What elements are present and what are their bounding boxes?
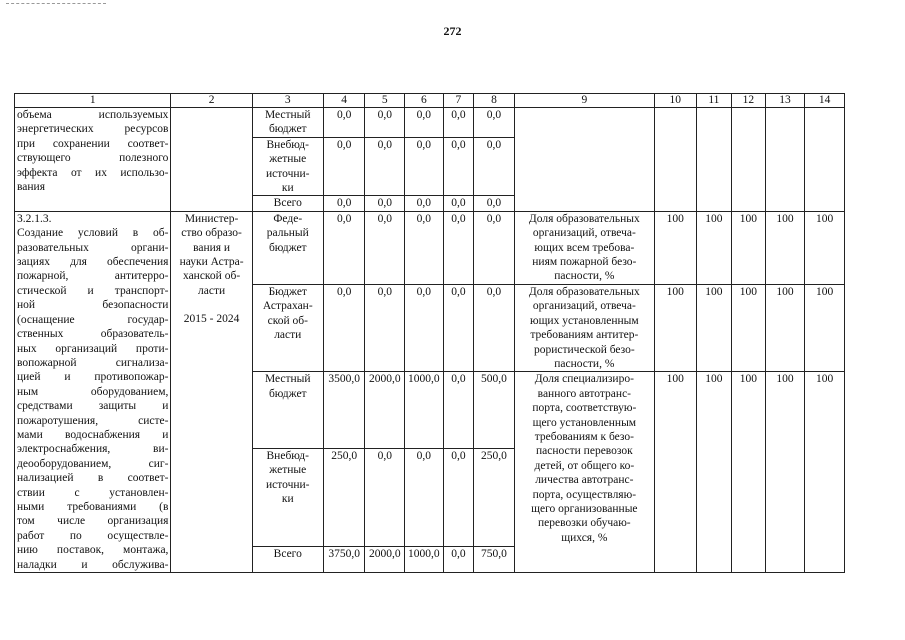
activity-line: том числе организация: [17, 515, 169, 528]
indicator-line: ниям пожарной безо-: [532, 256, 637, 269]
column-number: 6: [405, 94, 444, 108]
indicator-line: порта, соответствую-: [532, 402, 637, 415]
column-number: 10: [654, 94, 696, 108]
column-number: 8: [474, 94, 515, 108]
value-cell: 0,0: [443, 137, 473, 196]
value-cell: 0,0: [443, 196, 473, 211]
column-number: 4: [323, 94, 365, 108]
value-cell: 0,0: [365, 211, 405, 284]
indicator-line: Доля образовательных: [528, 212, 640, 225]
value-cell: 0,0: [405, 137, 444, 196]
target-cell: 100: [732, 372, 766, 573]
column-number: 1: [15, 94, 171, 108]
target-cell: 100: [732, 284, 766, 371]
indicator-line: порта, осуществляю-: [532, 488, 637, 501]
implementation-period: 2015 - 2024: [183, 313, 240, 326]
value-cell: 0,0: [405, 108, 444, 138]
target-cell: [696, 108, 732, 212]
value-cell: 0,0: [365, 449, 405, 547]
value-cell: 3500,0: [323, 372, 365, 449]
activity-number: 3.2.1.3.: [17, 212, 52, 225]
value-cell: 0,0: [443, 108, 473, 138]
activity-line: нализацией в соответ-: [17, 472, 169, 485]
activity-line: разовательных органи-: [17, 241, 169, 254]
source-line: ки: [281, 182, 294, 195]
activity-line: зациях для обеспечения: [17, 256, 169, 269]
value-cell: 500,0: [474, 372, 515, 449]
value-cell: 0,0: [323, 211, 365, 284]
value-cell: 0,0: [365, 196, 405, 211]
indicator-cell: [514, 211, 654, 284]
value-cell: 0,0: [323, 108, 365, 138]
source-line: источни-: [266, 167, 310, 180]
activity-line: нию поставок, монтажа,: [17, 544, 169, 557]
indicator-line: детей, от общего ко-: [534, 459, 635, 472]
indicator-line: личества автотранс-: [535, 474, 634, 487]
column-number-row: [15, 94, 845, 108]
column-number: 11: [696, 94, 732, 108]
indicator-line: щего организованные: [531, 502, 638, 515]
indicator-line: ющих всем требова-: [534, 241, 635, 254]
target-cell: [732, 108, 766, 212]
indicator-line: рористической безо-: [533, 343, 635, 356]
value-cell: 0,0: [365, 108, 405, 138]
column-number: 12: [732, 94, 766, 108]
indicator-line: требованиям антитер-: [530, 329, 639, 342]
table-row: [15, 108, 845, 138]
source-line: жетные: [269, 464, 307, 477]
activity-line: деооборудованием, сиг-: [17, 457, 169, 470]
target-cell: [805, 108, 845, 212]
table-row: [15, 211, 845, 284]
column-number: 9: [514, 94, 654, 108]
activity-line: работ по осуществле-: [17, 529, 169, 542]
indicator-line: щихся, %: [561, 531, 608, 544]
value-cell: 0,0: [443, 449, 473, 547]
source-line: Внебюд-: [266, 138, 309, 151]
activity-line: объема используемых: [17, 109, 169, 121]
activity-line: Создание условий в об-: [17, 227, 169, 240]
target-cell: [654, 108, 696, 212]
activity-line: цией и противопожар-: [17, 371, 169, 384]
executor-line: ханской об-: [182, 270, 241, 283]
value-cell: 0,0: [405, 211, 444, 284]
value-cell: 0,0: [443, 211, 473, 284]
target-cell: 100: [654, 284, 696, 371]
activity-line: вопожарной сигнализа-: [17, 356, 169, 369]
value-cell: 750,0: [474, 547, 515, 573]
value-cell: 0,0: [443, 547, 473, 573]
value-cell: 0,0: [474, 284, 515, 371]
value-cell: 1000,0: [405, 372, 444, 449]
source-line: ральный: [266, 227, 309, 240]
value-cell: 0,0: [405, 449, 444, 547]
target-cell: 100: [654, 372, 696, 573]
page-number: 272: [443, 24, 462, 38]
executor-line: Министер-: [184, 212, 239, 225]
value-cell: 250,0: [323, 449, 365, 547]
funding-source-cell: [252, 137, 323, 196]
source-line: Местный: [264, 109, 311, 121]
indicator-line: перевозки обучаю-: [538, 517, 631, 530]
funding-source-cell: [252, 211, 323, 284]
value-cell: 3750,0: [323, 547, 365, 573]
source-line: жетные: [269, 153, 307, 166]
target-cell: 100: [696, 211, 732, 284]
funding-source-cell: [252, 449, 323, 547]
source-line: Местный: [264, 373, 311, 386]
funding-source-cell: [252, 284, 323, 371]
indicator-line: ющих установленным: [529, 314, 639, 327]
value-cell: 2000,0: [365, 547, 405, 573]
target-cell: 100: [696, 284, 732, 371]
column-number: 13: [765, 94, 805, 108]
activity-line: энергетических ресурсов: [17, 123, 169, 136]
activity-line: ным оборудованием,: [17, 385, 169, 398]
activity-line: ствующего полезного: [17, 152, 169, 165]
value-cell: 0,0: [474, 196, 515, 211]
value-cell: 0,0: [405, 196, 444, 211]
target-cell: 100: [765, 211, 805, 284]
column-number: 2: [171, 94, 252, 108]
executor-line: ласти: [198, 284, 226, 297]
column-number: 3: [252, 94, 323, 108]
activity-line: ной безопасности: [17, 299, 169, 312]
activity-description-cell: [15, 211, 171, 572]
value-cell: 2000,0: [365, 372, 405, 449]
value-cell: 0,0: [474, 137, 515, 196]
source-line: Астрахан-: [262, 300, 313, 313]
activity-line: эффекта от их использо-: [17, 166, 169, 179]
source-line: источни-: [266, 478, 310, 491]
activity-line: стической и транспорт-: [17, 284, 169, 297]
source-line: ки: [281, 493, 294, 506]
target-cell: 100: [696, 372, 732, 573]
indicator-cell: [514, 108, 654, 212]
column-number: 14: [805, 94, 845, 108]
indicator-line: требованиям к безо-: [534, 430, 634, 443]
executor-cell: [171, 108, 252, 212]
source-line: бюджет: [268, 387, 307, 400]
funding-source-cell: [252, 372, 323, 449]
target-cell: 100: [654, 211, 696, 284]
value-cell: 1000,0: [405, 547, 444, 573]
value-cell: 0,0: [443, 284, 473, 371]
indicator-line: Доля образовательных: [528, 285, 640, 298]
executor-line: ство образо-: [181, 227, 242, 240]
funding-source-cell: Всего: [252, 196, 323, 211]
column-number: 7: [443, 94, 473, 108]
source-line: Внебюд-: [266, 450, 309, 463]
value-cell: 0,0: [405, 284, 444, 371]
indicator-cell: [514, 372, 654, 573]
activity-line: вания: [17, 181, 45, 194]
target-cell: 100: [765, 284, 805, 371]
value-cell: 0,0: [365, 284, 405, 371]
value-cell: 0,0: [323, 196, 365, 211]
value-cell: 0,0: [474, 108, 515, 138]
source-line: бюджет: [268, 123, 307, 136]
target-cell: 100: [805, 284, 845, 371]
activity-line: пожарной, антитерро-: [17, 270, 169, 283]
activity-line: (оснащение государ-: [17, 313, 169, 326]
indicator-line: пасности, %: [554, 357, 615, 370]
source-line: ской об-: [267, 314, 308, 327]
value-cell: 0,0: [323, 284, 365, 371]
funding-source-cell: Всего: [252, 547, 323, 573]
indicator-line: щего установленным: [532, 416, 637, 429]
value-cell: 0,0: [443, 372, 473, 449]
target-cell: 100: [805, 372, 845, 573]
indicator-line: пасности перевозок: [535, 445, 633, 458]
indicator-line: ванного автотранс-: [537, 387, 631, 400]
indicator-line: пасности, %: [554, 270, 615, 283]
column-number: 5: [365, 94, 405, 108]
activity-line: мами водоснабжения и: [17, 428, 169, 441]
activity-line: электроснабжения, ви-: [17, 443, 169, 456]
value-cell: 0,0: [474, 211, 515, 284]
executor-line: науки Астра-: [179, 256, 244, 269]
activity-line: ными требованиями (в: [17, 500, 169, 513]
indicator-line: организаций, отвеча-: [532, 300, 636, 313]
indicator-line: Доля специализиро-: [534, 373, 634, 386]
value-cell: 250,0: [474, 449, 515, 547]
scan-edge-mark: [6, 3, 106, 4]
source-line: Бюджет: [268, 285, 307, 298]
value-cell: 0,0: [365, 137, 405, 196]
funding-source-cell: [252, 108, 323, 138]
target-cell: 100: [805, 211, 845, 284]
indicator-cell: [514, 284, 654, 371]
activity-line: пожаротушения, систе-: [17, 414, 169, 427]
activity-line: средствами защиты и: [17, 400, 169, 413]
executor-line: вания и: [193, 241, 231, 254]
source-line: ласти: [274, 329, 302, 342]
activity-line: наладки и обслужива-: [17, 558, 169, 571]
activity-line: ных организаций проти-: [17, 342, 169, 355]
activity-description-cell: [15, 108, 171, 212]
value-cell: 0,0: [323, 137, 365, 196]
target-cell: 100: [732, 211, 766, 284]
activity-line: при сохранении соответ-: [17, 137, 169, 150]
executor-cell: [171, 211, 252, 572]
source-line: бюджет: [268, 241, 307, 254]
indicator-line: организаций, отвеча-: [532, 227, 636, 240]
budget-table: [14, 93, 845, 573]
target-cell: 100: [765, 372, 805, 573]
activity-line: ствии с установлен-: [17, 486, 169, 499]
target-cell: [765, 108, 805, 212]
activity-line: ственных образователь-: [17, 328, 169, 341]
source-line: Феде-: [273, 212, 303, 225]
